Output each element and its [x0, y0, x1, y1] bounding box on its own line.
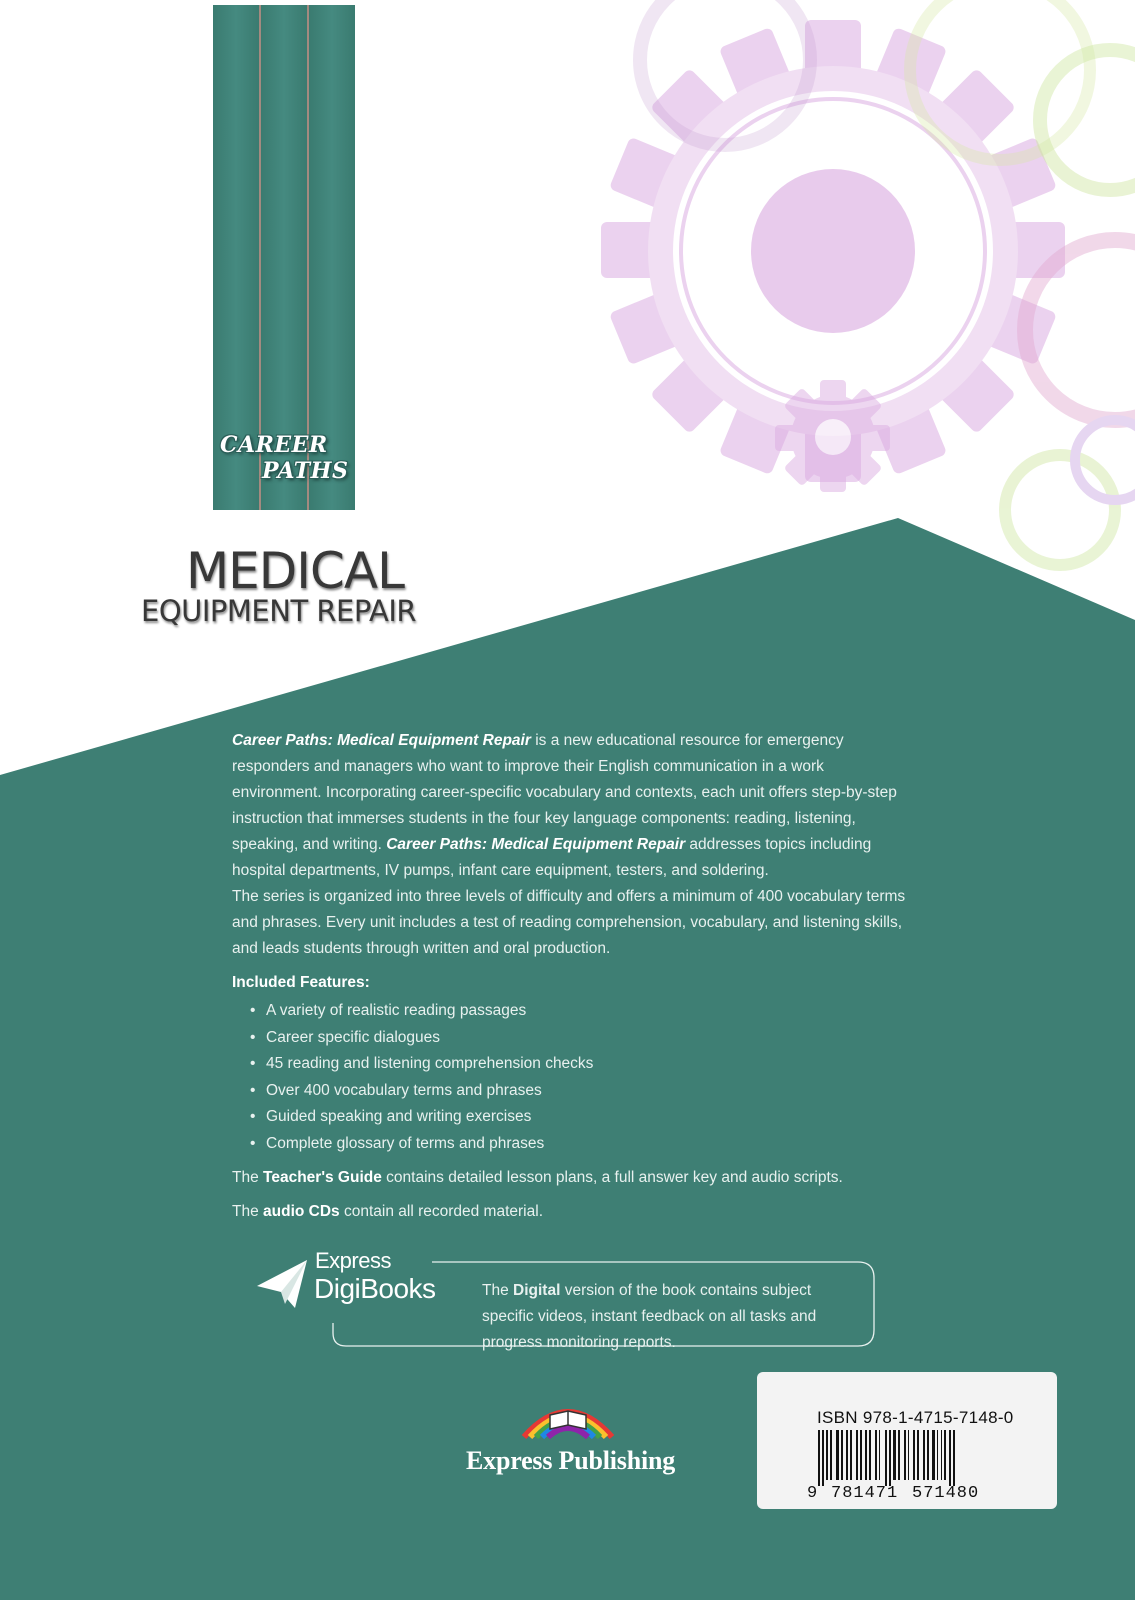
barcode-bar: [865, 1430, 867, 1480]
barcode-bar: [850, 1430, 852, 1480]
digibooks-paper-plane-icon: [255, 1258, 311, 1310]
list-item: • A variety of realistic reading passages: [250, 998, 912, 1025]
digibooks-brand-line2: DigiBooks: [314, 1273, 436, 1304]
logo-word-career: CAREER: [220, 432, 328, 458]
list-item: • Guided speaking and writing exercises: [250, 1104, 912, 1131]
barcode-bar: [875, 1430, 877, 1480]
barcode-bar: [822, 1430, 824, 1486]
barcode-bar: [856, 1430, 858, 1480]
barcode-bar: [937, 1430, 938, 1480]
barcode-bar: [869, 1430, 871, 1480]
barcode-bar: [826, 1430, 828, 1480]
barcode-bar: [904, 1430, 906, 1480]
book-subtitle: EQUIPMENT REPAIR: [141, 594, 417, 628]
barcode-bar: [836, 1430, 839, 1480]
publisher-book-rainbow-icon: [520, 1393, 616, 1441]
logo-word-paths: PATHS: [262, 458, 349, 484]
list-item: • Career specific dialogues: [250, 1025, 912, 1052]
list-item: • 45 reading and listening comprehension checks: [250, 1051, 912, 1078]
description-block: [232, 728, 912, 1225]
career-paths-logo: [212, 430, 362, 500]
barcode-bar: [898, 1430, 900, 1480]
description-paragraph-2: The series is organized into three levels of difficulty and offers a minimum of 400 vocabulary terms and phrases. Every unit includes a test of reading comprehension, vocabulary, and listening skills, and leads students through written and oral production.: [232, 888, 906, 957]
book-title: MEDICAL: [186, 542, 404, 600]
isbn-label: ISBN 978-1-4715-7148-0: [817, 1408, 1014, 1427]
barcode-bar: [941, 1430, 942, 1480]
barcode-digits-group-2: 571480: [912, 1484, 980, 1503]
barcode-bar: [927, 1430, 929, 1480]
list-item: • Over 400 vocabulary terms and phrases: [250, 1078, 912, 1105]
barcode-digit-first: 9: [807, 1484, 818, 1503]
list-item: • Complete glossary of terms and phrases: [250, 1131, 912, 1158]
barcode-bar: [893, 1430, 896, 1480]
barcode-bar: [944, 1430, 946, 1480]
barcode-bar: [830, 1430, 832, 1480]
teachers-guide-note: The Teacher's Guide contains detailed lesson plans, a full answer key and audio scripts.: [232, 1169, 843, 1186]
barcode: [818, 1430, 1014, 1486]
audio-cd-note: The audio CDs contain all recorded material.: [232, 1203, 543, 1220]
barcode-bar: [818, 1430, 820, 1486]
barcode-bar: [923, 1430, 925, 1480]
barcode-bar: [846, 1430, 848, 1480]
barcode-bar: [908, 1430, 909, 1480]
barcode-digits-group-1: 781471: [831, 1484, 899, 1503]
barcode-bar: [917, 1430, 919, 1480]
publisher-name: Express Publishing: [466, 1446, 676, 1475]
barcode-bar: [889, 1430, 891, 1486]
barcode-bar: [949, 1430, 951, 1486]
series-title-emphasis: Career Paths: Medical Equipment Repair: [232, 732, 531, 749]
description-paragraph-1: Career Paths: Medical Equipment Repair is a new educational resource for emergency responders and managers who want to improve their English communication in a work environment. Incorporating career-specific vocabulary and contexts, each unit offers step-by-step instruction that immerses students in the four key language components: reading, listening, speaking, and writing. Career Paths: Medical Equipment Repair addresses topics including hospital departments, IV pumps, infant care equipment, testers, and soldering.: [232, 732, 897, 879]
features-list: [232, 998, 912, 1157]
barcode-bar: [879, 1430, 880, 1480]
barcode-bar: [953, 1430, 955, 1486]
series-title-emphasis-2: Career Paths: Medical Equipment Repair: [386, 836, 686, 853]
digibooks-brand-line1: Express: [315, 1248, 391, 1273]
features-heading: Included Features:: [232, 974, 370, 991]
barcode-bar: [885, 1430, 887, 1486]
barcode-bar: [860, 1430, 862, 1480]
barcode-bar: [932, 1430, 935, 1480]
digital-version-note: The Digital version of the book contains subject specific videos, instant feedback on all tasks and progress monitoring reports.: [482, 1282, 817, 1351]
barcode-bar: [841, 1430, 843, 1480]
barcode-bar: [913, 1430, 915, 1480]
